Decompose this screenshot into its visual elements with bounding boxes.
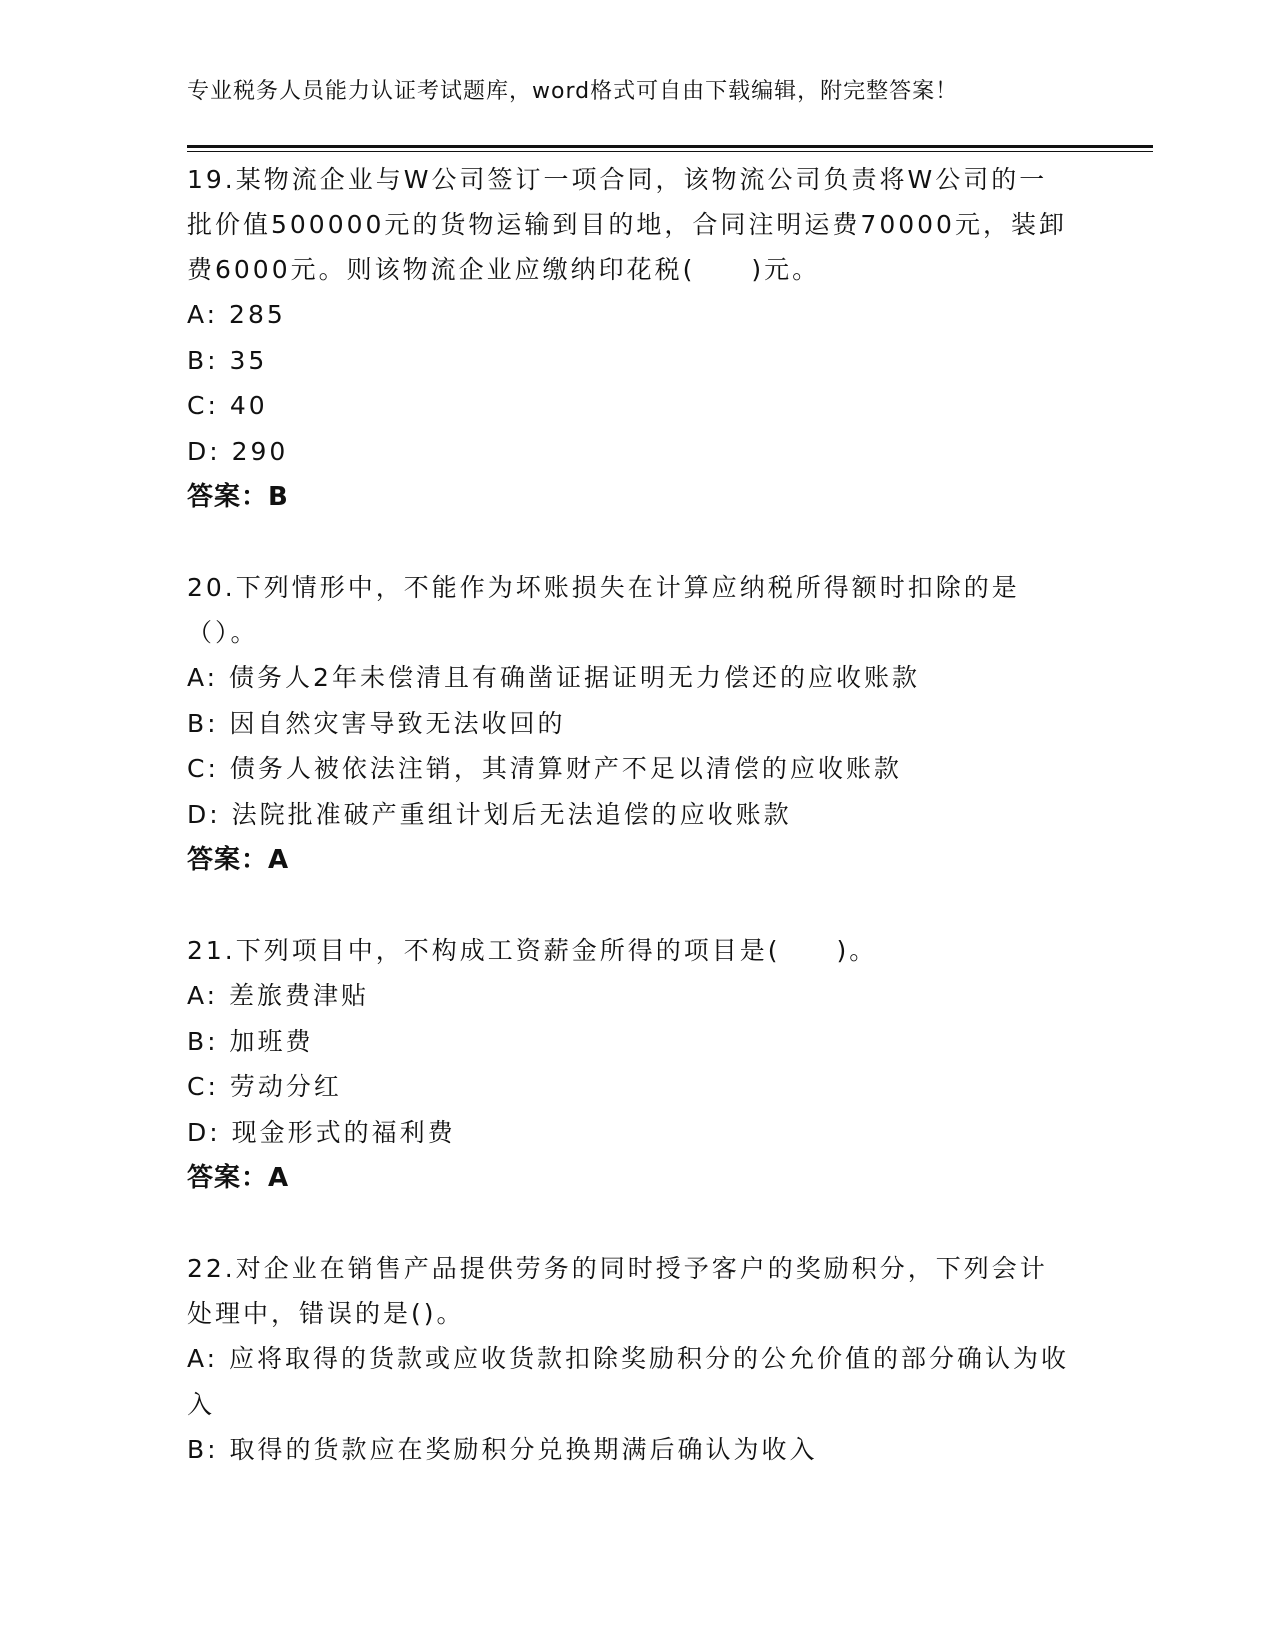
question-text: 22.对企业在销售产品提供劳务的同时授予客户的奖励积分，下列会计处理中，错误的是()。 xyxy=(187,1254,1048,1328)
answer: 答案：B xyxy=(187,482,289,512)
question-spacer xyxy=(187,520,1072,565)
question-spacer xyxy=(187,883,1072,928)
header-rule-thick xyxy=(187,145,1153,148)
option-a: A: 应将取得的货款或应收货款扣除奖励积分的公允价值的部分确认为收入 xyxy=(187,1344,1070,1419)
header-rule-thin xyxy=(187,151,1153,152)
question-text: 21.下列项目中，不构成工资薪金所得的项目是( )。 xyxy=(187,936,878,965)
option-d: D: 现金形式的福利费 xyxy=(187,1117,456,1147)
question-21 xyxy=(187,928,1072,1201)
option-a: A: 债务人2年未偿清且有确凿证据证明无力偿还的应收账款 xyxy=(187,663,920,692)
question-list xyxy=(187,157,1072,1473)
answer: 答案：A xyxy=(187,845,290,875)
answer: 答案：A xyxy=(187,1163,290,1193)
question-text: 19.某物流企业与W公司签订一项合同，该物流公司负责将W公司的一批价值500000元的货物运输到目的地，合同注明运费70000元，装卸费6000元。则该物流企业应缴纳印花税( )元。 xyxy=(187,165,1067,284)
option-a: A: 差旅费津贴 xyxy=(187,981,370,1010)
option-d: D: 290 xyxy=(187,436,289,466)
option-c: C: 债务人被依法注销，其清算财产不足以清偿的应收账款 xyxy=(187,754,902,783)
option-c: C: 40 xyxy=(187,391,268,420)
option-b: B: 加班费 xyxy=(187,1026,314,1056)
question-text: 20.下列情形中，不能作为坏账损失在计算应纳税所得额时扣除的是（）。 xyxy=(187,573,1020,647)
option-c: C: 劳动分红 xyxy=(187,1072,342,1101)
option-b: B: 35 xyxy=(187,345,268,375)
option-b: B: 取得的货款应在奖励积分兑换期满后确认为收入 xyxy=(187,1435,818,1464)
option-d: D: 法院批准破产重组计划后无法追偿的应收账款 xyxy=(187,799,792,829)
option-b: B: 因自然灾害导致无法收回的 xyxy=(187,708,566,738)
question-spacer xyxy=(187,1201,1072,1246)
question-20 xyxy=(187,565,1072,883)
question-22 xyxy=(187,1246,1072,1473)
page-header: 专业税务人员能力认证考试题库，word格式可自由下载编辑，附完整答案！ xyxy=(187,79,959,104)
question-19 xyxy=(187,157,1072,520)
option-a: A: 285 xyxy=(187,300,286,329)
